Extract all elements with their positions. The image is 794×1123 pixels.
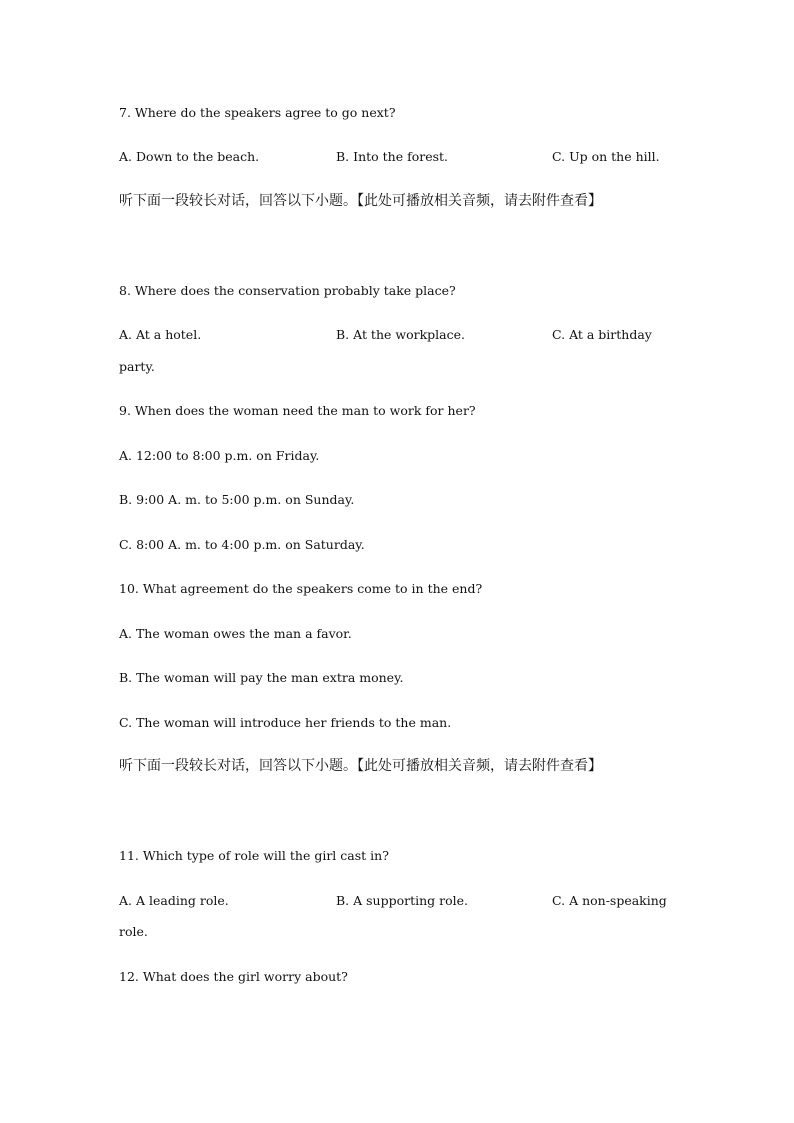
q10-option-b: B. The woman will pay the man extra money.	[119, 670, 404, 685]
q11-option-b: B. A supporting role.	[336, 893, 469, 908]
q11-option-c: C. A non-speaking	[552, 893, 667, 908]
q11-question: 11. Which type of role will the girl cast in?	[119, 848, 389, 863]
q7-option-c: C. Up on the hill.	[552, 149, 660, 164]
q10-option-a: A. The woman owes the man a favor.	[119, 626, 352, 641]
instruction-2: 听下面一段较长对话，回答以下小题。【此处可播放相关音频，请去附件查看】	[119, 758, 602, 774]
q10-option-c: C. The woman will introduce her friends to the man.	[119, 715, 452, 730]
q11-options	[119, 893, 679, 909]
q8-question: 8. Where does the conservation probably take place?	[119, 283, 456, 298]
q9-question: 9. When does the woman need the man to work for her?	[119, 403, 476, 418]
q9-option-b: B. 9:00 A. m. to 5:00 p.m. on Sunday.	[119, 492, 355, 507]
q8-option-c-continued: party.	[119, 359, 155, 374]
q8-option-a: A. At a hotel.	[119, 327, 202, 342]
q7-options	[119, 149, 679, 165]
q8-option-c: C. At a birthday	[552, 327, 652, 342]
q11-option-c-continued: role.	[119, 924, 148, 939]
instruction-1: 听下面一段较长对话，回答以下小题。【此处可播放相关音频，请去附件查看】	[119, 193, 602, 209]
q12-question: 12. What does the girl worry about?	[119, 969, 348, 984]
q7-option-b: B. Into the forest.	[336, 149, 449, 164]
q8-option-b: B. At the workplace.	[336, 327, 465, 342]
q9-option-a: A. 12:00 to 8:00 p.m. on Friday.	[119, 448, 320, 463]
q9-option-c: C. 8:00 A. m. to 4:00 p.m. on Saturday.	[119, 537, 365, 552]
q10-question: 10. What agreement do the speakers come to in the end?	[119, 581, 483, 596]
q7-question: 7. Where do the speakers agree to go next?	[119, 105, 396, 120]
q7-option-a: A. Down to the beach.	[119, 149, 260, 164]
q8-options	[119, 327, 679, 343]
q11-option-a: A. A leading role.	[119, 893, 229, 908]
